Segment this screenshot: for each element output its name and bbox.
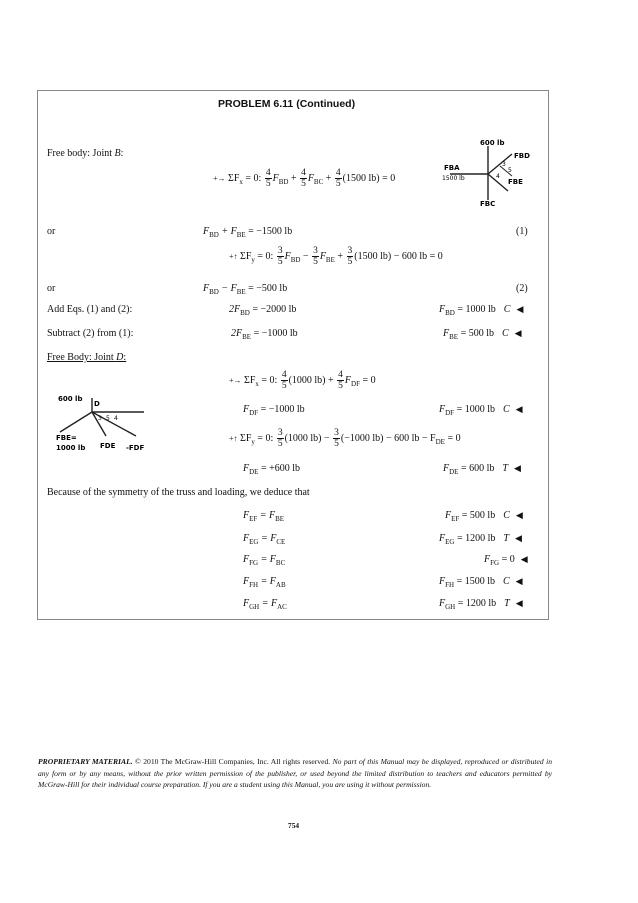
eq-d-sum-fy: +↑ $\Sigma F_y = 0$: $\frac{3}{5}$ (1000 lb) − $\frac{3}{5}$ (−1000 lb) − 600 lb − $F_{DE} = 0$ — [229, 428, 461, 449]
answer-fdf: $F_{DF} = 1000$ lb C ◀ — [439, 404, 523, 417]
subtract-eqs-result: $2F_{BE} = -1000$ lb — [231, 328, 298, 341]
fig-b-fbc: FBC — [480, 200, 496, 208]
fig-b-4: 4 — [496, 173, 500, 180]
fig-b-1500: 1500 lb — [442, 175, 465, 182]
answer-fbe: $F_{BE} = 500$ lb C ◀ — [443, 328, 522, 341]
sym-eq-gh: $F_{GH} = F_{AC}$ — [243, 598, 287, 611]
problem-title: PROBLEM 6.11 (Continued) — [218, 98, 356, 110]
sym-eq-eg: $F_{EG} = F_{CE}$ — [243, 533, 286, 546]
answer-fbd: $F_{BD} = 1000$ lb C ◀ — [439, 304, 524, 317]
fig-b-fbd: FBD — [514, 152, 530, 160]
eq-b-sum-fx: +→ $\Sigma F_x = 0$: $\frac{4}{5}$ $F_{BD}$ + $\frac{4}{5}$ $F_{BC}$ + $\frac{4}{5}$ (1500 lb) = 0 — [213, 168, 396, 189]
fig-d-fdf: -FDF — [126, 444, 145, 452]
fig-d-5: 5 — [106, 415, 110, 422]
fig-d-4: 4 — [114, 415, 118, 422]
fig-d-fde: FDE — [100, 442, 116, 450]
symmetry-statement: Because of the symmetry of the truss and loading, we deduce that — [47, 487, 310, 498]
answer-feg: $F_{EG} = 1200$ lb T ◀ — [439, 533, 522, 546]
joint-d-free-body-figure — [56, 392, 156, 466]
eq-d-sum-fx: +→ $\Sigma F_x = 0$: $\frac{4}{5}$ (1000 lb) + $\frac{4}{5}$ $F_{DF} = 0$ — [229, 370, 376, 391]
section-joint-d: Free Body: Joint D: — [47, 352, 127, 363]
add-eqs-label: Add Eqs. (1) and (2): — [47, 304, 133, 315]
fig-b-3: 3 — [502, 161, 506, 168]
answer-ffg: $F_{FG} = 0$ ◀ — [484, 554, 528, 567]
fde-result: $F_{DE} = +600$ lb — [243, 463, 301, 476]
fig-d-fbe: FBE= — [56, 434, 77, 442]
joint-b-free-body-figure — [440, 136, 536, 208]
sym-eq-ef: $F_{EF} = F_{BE}$ — [243, 510, 285, 523]
fig-d-3: 3 — [98, 415, 102, 422]
section-joint-b: Free body: Joint B: — [47, 148, 124, 159]
answer-fgh: $F_{GH} = 1200$ lb T ◀ — [439, 598, 523, 611]
fig-d-label: D — [94, 400, 100, 408]
fig-b-5: 5 — [508, 167, 512, 174]
eq-2: $F_{BD} - F_{BE} = -500$ lb — [203, 283, 288, 296]
sym-eq-fg: $F_{FG} = F_{BC}$ — [243, 554, 286, 567]
eq-b-sum-fy: +↑ $\Sigma F_y = 0$: $\frac{3}{5}$ $F_{BD}$ − $\frac{3}{5}$ $F_{BE}$ + $\frac{3}{5}$ (1500 lb) − 600 lb = 0 — [229, 246, 443, 267]
subtract-eqs-label: Subtract (2) from (1): — [47, 328, 134, 339]
or-1-label: or — [47, 226, 56, 237]
page-number: 754 — [288, 821, 300, 830]
answer-ffh: $F_{FH} = 1500$ lb C ◀ — [439, 576, 523, 589]
fig-d-600: 600 lb — [58, 395, 83, 403]
fig-d-1000: 1000 lb — [56, 444, 86, 452]
eq-2-number: (2) — [516, 283, 528, 294]
fig-b-fbe: FBE — [508, 178, 523, 186]
fdf-result: $F_{DF} = -1000$ lb — [243, 404, 305, 417]
fig-b-fba: FBA — [444, 164, 460, 172]
eq-1-number: (1) — [516, 226, 528, 237]
fig-b-600: 600 lb — [480, 139, 505, 147]
add-eqs-result: $2F_{BD} = -2000$ lb — [229, 304, 297, 317]
copyright-footer: PROPRIETARY MATERIAL. © 2010 The McGraw-Hill Companies, Inc. All rights reserved. No part of this Manual may be displayed, reproduced or distributed in any form or by any means, without the prior written permission of the publisher, or used beyond the limited distribution to teachers and educators permitted by McGraw-Hill for their individual course preparation. If you are a student using this Manual, you are using it without permission. — [38, 757, 552, 790]
answer-fef: $F_{EF} = 500$ lb C ◀ — [445, 510, 523, 523]
or-2-label: or — [47, 283, 56, 294]
eq-1: $F_{BD} + F_{BE} = -1500$ lb — [203, 226, 293, 239]
sym-eq-fh: $F_{FH} = F_{AB}$ — [243, 576, 286, 589]
answer-fde: $F_{DE} = 600$ lb T ◀ — [443, 463, 521, 476]
